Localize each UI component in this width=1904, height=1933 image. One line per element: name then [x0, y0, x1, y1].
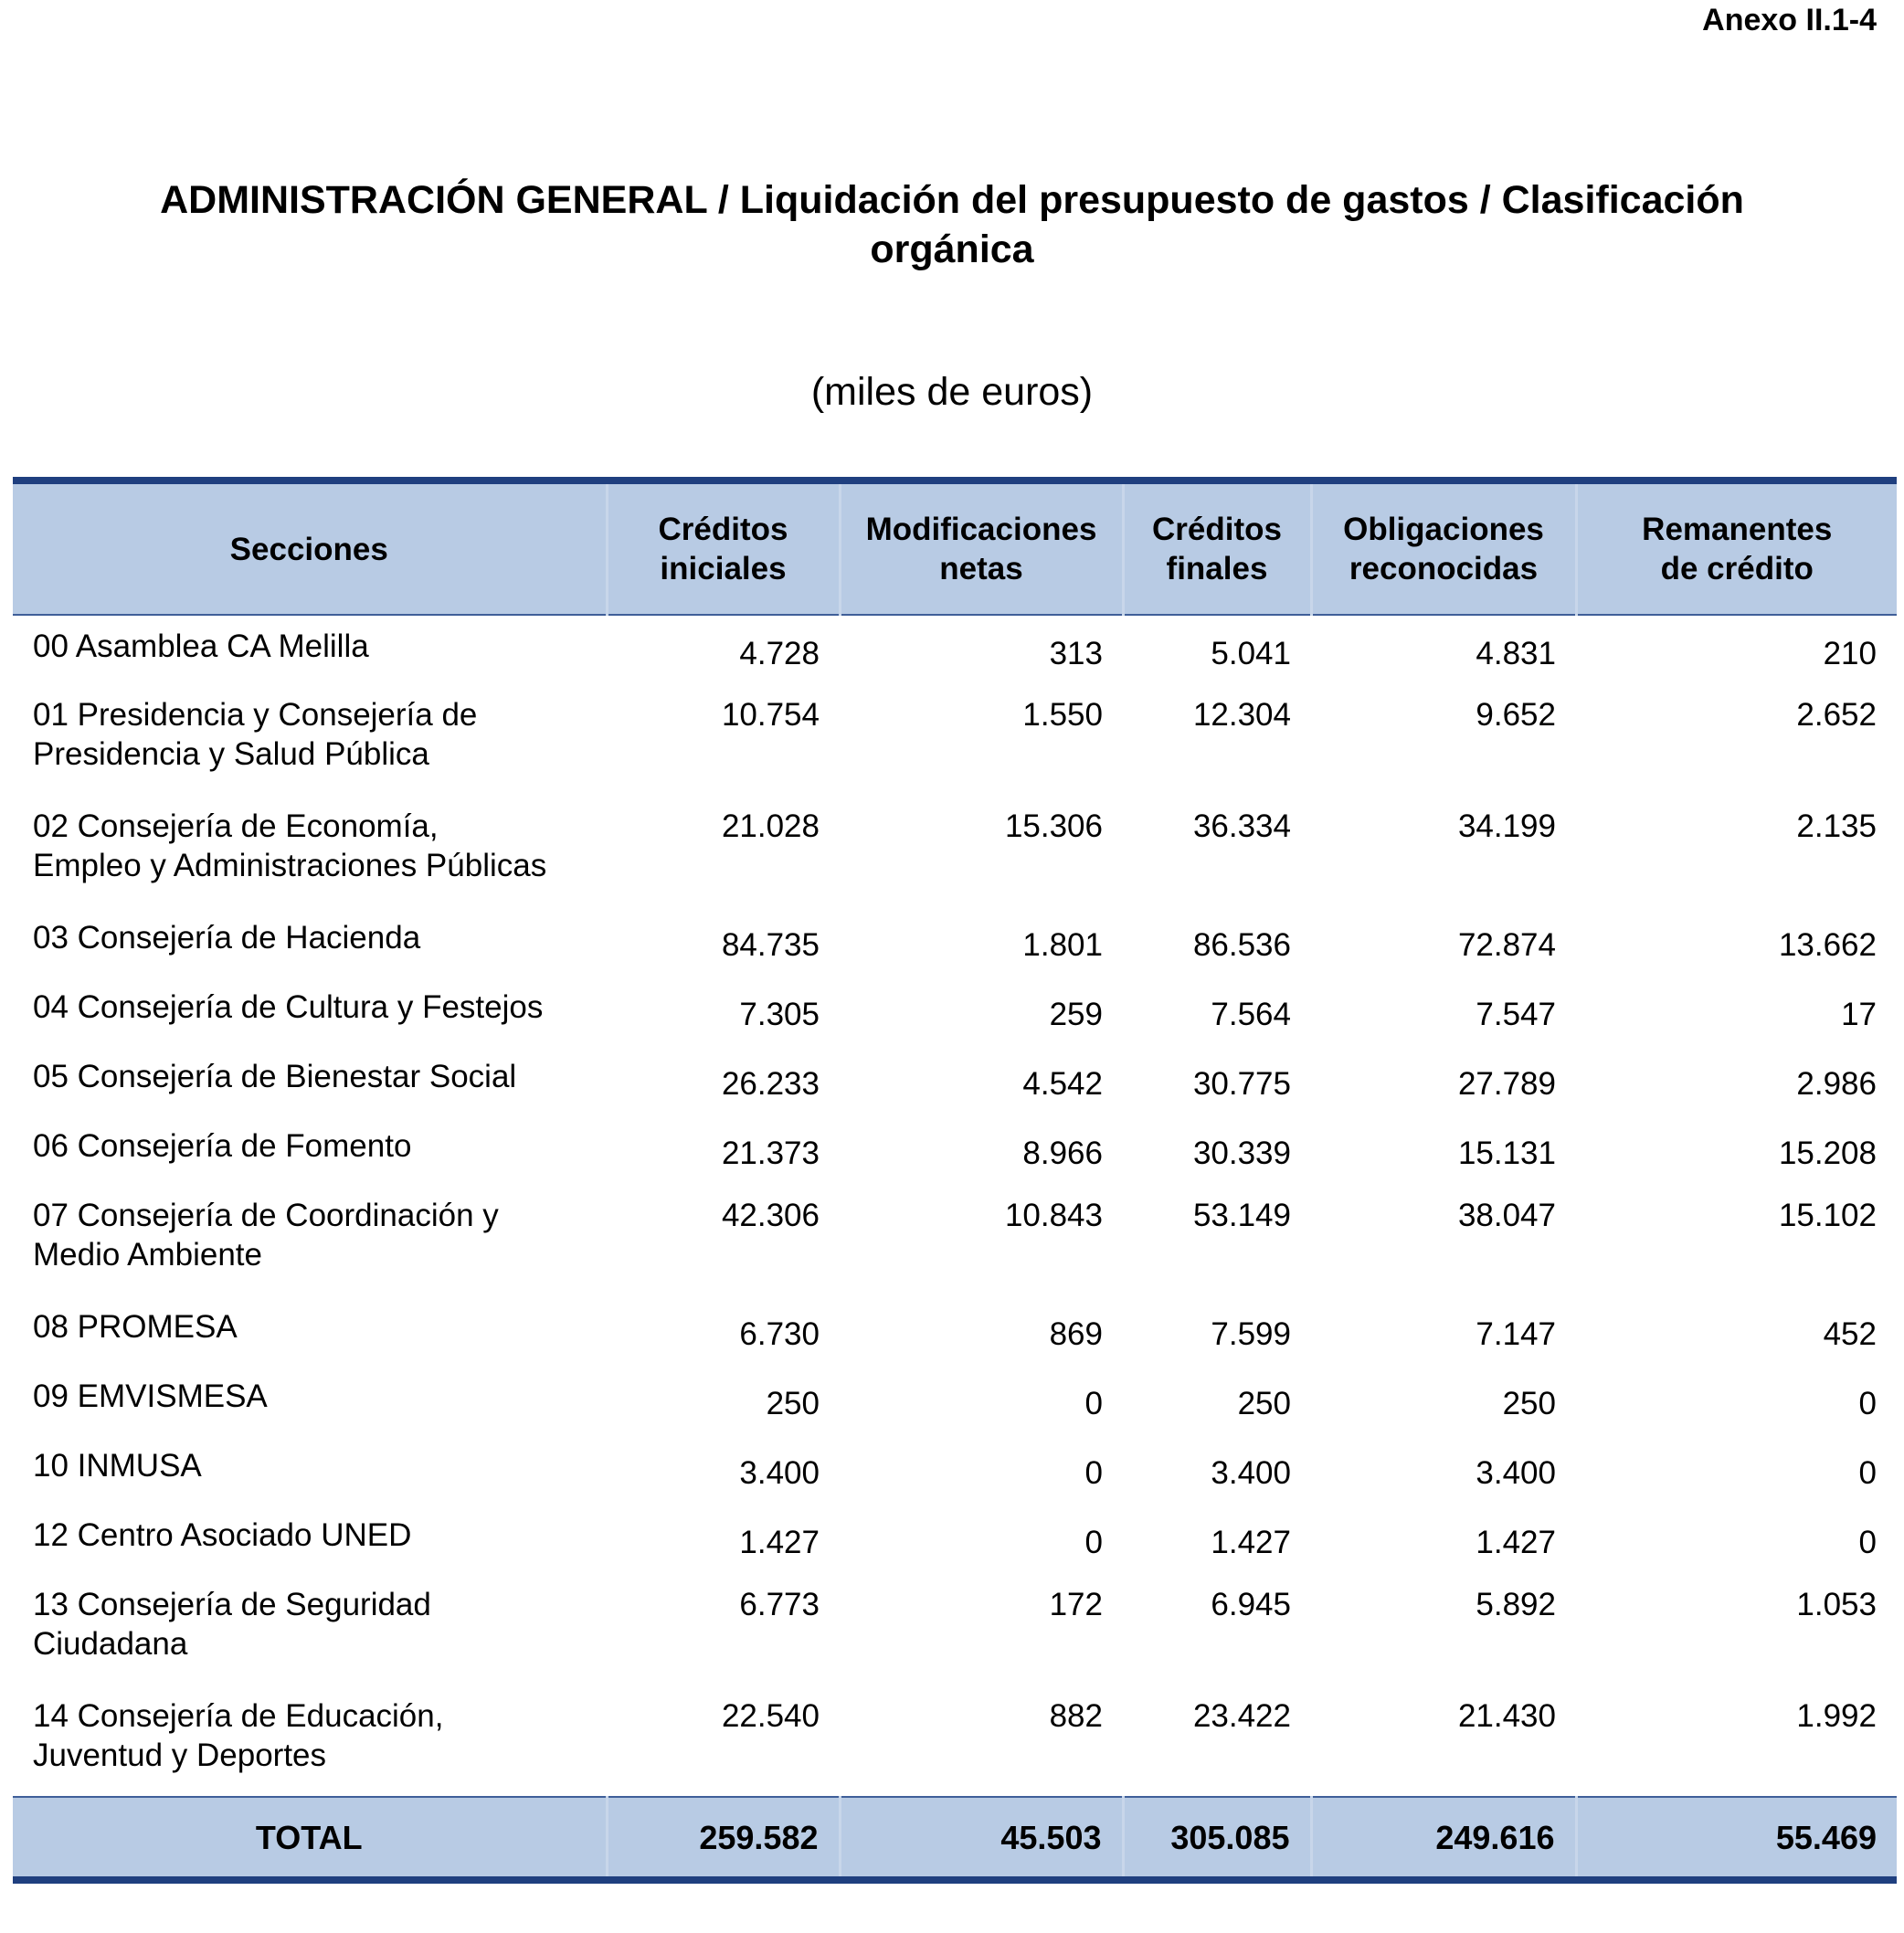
cell-creditos-finales: 86.536 — [1192, 927, 1291, 963]
cell-seccion — [13, 907, 607, 977]
cell-remanentes-de-credito: 1.053 — [1796, 1587, 1877, 1622]
seccion-name-line-2: Presidencia y Salud Pública — [33, 736, 429, 772]
cell-remanentes-de-credito: 0 — [1858, 1386, 1877, 1421]
cell-creditos-iniciales: 42.306 — [721, 1198, 820, 1233]
seccion-name-line-1: 12 Centro Asociado UNED — [33, 1517, 412, 1553]
cell-modificaciones-netas: 259 — [1049, 997, 1103, 1032]
table-row — [13, 1046, 1897, 1115]
page-title-line-1: ADMINISTRACIÓN GENERAL / Liquidación del presupuesto de gastos / Clasificación — [160, 178, 1744, 222]
cell-obligaciones-reconocidas: 5.892 — [1476, 1587, 1556, 1622]
total-row — [13, 1797, 1897, 1880]
table-row — [13, 1435, 1897, 1505]
table-row — [13, 1296, 1897, 1366]
cell-creditos-iniciales: 4.728 — [739, 636, 820, 671]
header-obligaciones-reconocidas: Obligaciones reconocidas — [1311, 481, 1576, 615]
cell-seccion — [13, 1046, 607, 1115]
cell-obligaciones-reconocidas: 15.131 — [1457, 1136, 1556, 1171]
cell-remanentes-de-credito: 13.662 — [1778, 927, 1877, 963]
cell-creditos-finales: 30.775 — [1192, 1066, 1291, 1102]
cell-modificaciones-netas: 882 — [1049, 1698, 1103, 1734]
cell-creditos-iniciales: 6.730 — [739, 1316, 820, 1352]
cell-creditos-finales: 36.334 — [1192, 808, 1291, 844]
cell-creditos-iniciales: 250 — [766, 1386, 820, 1421]
cell-seccion — [13, 1505, 607, 1574]
total-modificaciones-netas: 45.503 — [840, 1797, 1123, 1880]
cell-obligaciones-reconocidas: 38.047 — [1457, 1198, 1556, 1233]
cell-modificaciones-netas: 8.966 — [1022, 1136, 1103, 1171]
cell-creditos-iniciales: 84.735 — [721, 927, 820, 963]
cell-seccion — [13, 684, 607, 796]
table-row — [13, 1185, 1897, 1296]
cell-creditos-iniciales: 10.754 — [721, 697, 820, 733]
header-modificaciones-netas: Modificaciones netas — [840, 481, 1123, 615]
cell-remanentes-de-credito: 452 — [1823, 1316, 1877, 1352]
cell-creditos-finales: 1.427 — [1211, 1525, 1291, 1560]
budget-table — [13, 477, 1897, 1884]
cell-obligaciones-reconocidas: 4.831 — [1476, 636, 1556, 671]
cell-obligaciones-reconocidas: 7.547 — [1476, 997, 1556, 1032]
cell-remanentes-de-credito: 2.986 — [1796, 1066, 1877, 1102]
cell-modificaciones-netas: 10.843 — [1004, 1198, 1103, 1233]
budget-table-container — [13, 477, 1897, 1884]
table-row — [13, 907, 1897, 977]
header-remanentes-de-credito: Remanentes de crédito — [1576, 481, 1897, 615]
table-row — [13, 796, 1897, 907]
total-label: TOTAL — [13, 1797, 607, 1880]
cell-obligaciones-reconocidas: 34.199 — [1457, 808, 1556, 844]
cell-seccion — [13, 1685, 607, 1797]
table-row — [13, 1366, 1897, 1435]
seccion-name-line-2: Empleo y Administraciones Públicas — [33, 848, 547, 883]
cell-modificaciones-netas: 1.550 — [1022, 697, 1103, 733]
cell-obligaciones-reconocidas: 27.789 — [1457, 1066, 1556, 1102]
table-row — [13, 1685, 1897, 1797]
cell-modificaciones-netas: 0 — [1084, 1525, 1103, 1560]
cell-creditos-iniciales: 1.427 — [739, 1525, 820, 1560]
table-header-row — [13, 481, 1897, 615]
cell-obligaciones-reconocidas: 9.652 — [1476, 697, 1556, 733]
cell-creditos-finales: 250 — [1237, 1386, 1291, 1421]
annex-label: Anexo II.1-4 — [1702, 3, 1877, 37]
seccion-name-line-1: 01 Presidencia y Consejería de — [33, 697, 478, 733]
cell-creditos-iniciales: 3.400 — [739, 1455, 820, 1491]
cell-obligaciones-reconocidas: 1.427 — [1476, 1525, 1556, 1560]
seccion-name-line-2: Juventud y Deportes — [33, 1738, 327, 1773]
cell-creditos-finales: 7.564 — [1211, 997, 1291, 1032]
cell-creditos-finales: 3.400 — [1211, 1455, 1291, 1491]
seccion-name-line-1: 03 Consejería de Hacienda — [33, 920, 421, 956]
cell-seccion — [13, 1366, 607, 1435]
cell-creditos-finales: 6.945 — [1211, 1587, 1291, 1622]
cell-remanentes-de-credito: 15.102 — [1778, 1198, 1877, 1233]
header-creditos-iniciales: Créditos iniciales — [607, 481, 840, 615]
seccion-name-line-2: Ciudadana — [33, 1626, 188, 1662]
cell-modificaciones-netas: 0 — [1084, 1455, 1103, 1491]
header-secciones: Secciones — [13, 481, 607, 615]
cell-obligaciones-reconocidas: 3.400 — [1476, 1455, 1556, 1491]
cell-obligaciones-reconocidas: 250 — [1502, 1386, 1556, 1421]
cell-creditos-finales: 23.422 — [1192, 1698, 1291, 1734]
table-row — [13, 977, 1897, 1046]
cell-seccion — [13, 796, 607, 907]
cell-remanentes-de-credito: 0 — [1858, 1455, 1877, 1491]
seccion-name-line-1: 08 PROMESA — [33, 1309, 238, 1345]
cell-modificaciones-netas: 313 — [1049, 636, 1103, 671]
cell-creditos-finales: 12.304 — [1192, 697, 1291, 733]
seccion-name-line-2: Medio Ambiente — [33, 1237, 262, 1273]
seccion-name-line-1: 13 Consejería de Seguridad — [33, 1587, 431, 1622]
seccion-name-line-1: 14 Consejería de Educación, — [33, 1698, 444, 1734]
cell-remanentes-de-credito: 15.208 — [1778, 1136, 1877, 1171]
cell-seccion — [13, 1115, 607, 1185]
cell-creditos-iniciales: 21.028 — [721, 808, 820, 844]
seccion-name-line-1: 06 Consejería de Fomento — [33, 1128, 412, 1164]
cell-obligaciones-reconocidas: 21.430 — [1457, 1698, 1556, 1734]
cell-creditos-iniciales: 21.373 — [721, 1136, 820, 1171]
cell-seccion — [13, 1574, 607, 1685]
cell-creditos-iniciales: 26.233 — [721, 1066, 820, 1102]
cell-creditos-finales: 53.149 — [1192, 1198, 1291, 1233]
total-obligaciones-reconocidas: 249.616 — [1311, 1797, 1576, 1880]
header-creditos-finales: Créditos finales — [1123, 481, 1311, 615]
cell-remanentes-de-credito: 2.652 — [1796, 697, 1877, 733]
cell-remanentes-de-credito: 2.135 — [1796, 808, 1877, 844]
cell-modificaciones-netas: 4.542 — [1022, 1066, 1103, 1102]
cell-seccion — [13, 977, 607, 1046]
cell-remanentes-de-credito: 1.992 — [1796, 1698, 1877, 1734]
cell-creditos-finales: 7.599 — [1211, 1316, 1291, 1352]
seccion-name-line-1: 05 Consejería de Bienestar Social — [33, 1059, 517, 1094]
cell-modificaciones-netas: 15.306 — [1004, 808, 1103, 844]
cell-seccion — [13, 615, 607, 684]
cell-seccion — [13, 1185, 607, 1296]
table-row — [13, 615, 1897, 684]
cell-creditos-finales: 5.041 — [1211, 636, 1291, 671]
cell-creditos-finales: 30.339 — [1192, 1136, 1291, 1171]
seccion-name-line-1: 07 Consejería de Coordinación y — [33, 1198, 499, 1233]
cell-remanentes-de-credito: 210 — [1823, 636, 1877, 671]
page-title-line-2: orgánica — [870, 227, 1034, 271]
cell-modificaciones-netas: 869 — [1049, 1316, 1103, 1352]
cell-creditos-iniciales: 7.305 — [739, 997, 820, 1032]
seccion-name-line-1: 10 INMUSA — [33, 1448, 202, 1484]
table-row — [13, 1505, 1897, 1574]
cell-remanentes-de-credito: 0 — [1858, 1525, 1877, 1560]
total-remanentes-de-credito: 55.469 — [1576, 1797, 1897, 1880]
seccion-name-line-1: 04 Consejería de Cultura y Festejos — [33, 989, 544, 1025]
units-caption: (miles de euros) — [810, 370, 1094, 414]
cell-obligaciones-reconocidas: 7.147 — [1476, 1316, 1556, 1352]
page-title — [37, 175, 1867, 274]
table-row — [13, 1574, 1897, 1685]
cell-obligaciones-reconocidas: 72.874 — [1457, 927, 1556, 963]
cell-seccion — [13, 1435, 607, 1505]
seccion-name-line-1: 09 EMVISMESA — [33, 1378, 268, 1414]
table-row — [13, 684, 1897, 796]
cell-modificaciones-netas: 1.801 — [1022, 927, 1103, 963]
table-row — [13, 1115, 1897, 1185]
cell-creditos-iniciales: 6.773 — [739, 1587, 820, 1622]
seccion-name-line-1: 00 Asamblea CA Melilla — [33, 628, 369, 664]
total-creditos-finales: 305.085 — [1123, 1797, 1311, 1880]
cell-modificaciones-netas: 172 — [1049, 1587, 1103, 1622]
total-creditos-iniciales: 259.582 — [607, 1797, 840, 1880]
table-body — [13, 615, 1897, 1797]
cell-seccion — [13, 1296, 607, 1366]
cell-creditos-iniciales: 22.540 — [721, 1698, 820, 1734]
cell-remanentes-de-credito: 17 — [1841, 997, 1877, 1032]
seccion-name-line-1: 02 Consejería de Economía, — [33, 808, 439, 844]
cell-modificaciones-netas: 0 — [1084, 1386, 1103, 1421]
